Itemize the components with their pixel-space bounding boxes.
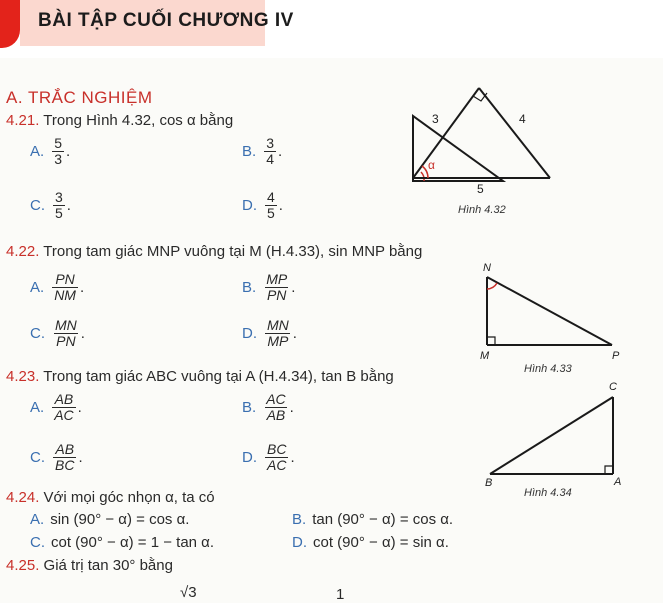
fraction: $\frac{PN}{NM}$ <box>54 271 76 303</box>
question-number: 4.22. <box>6 243 40 260</box>
option-4-23-b[interactable]: B. $\frac{AC}{AB}$ . <box>242 391 294 423</box>
question-number: 4.25. <box>6 557 40 574</box>
fraction: $\frac{MN}{MP}$ <box>267 317 289 349</box>
fraction: $\frac{5}{3}$ <box>54 135 62 167</box>
option-label: A. <box>30 143 45 160</box>
question-number: 4.21. <box>6 112 40 129</box>
vertex-label-m: M <box>480 350 490 362</box>
fraction: $\frac{3}{5}$ <box>55 189 63 221</box>
option-label: D. <box>242 197 257 214</box>
vertex-label-p: P <box>612 350 620 362</box>
option-label: B. <box>242 279 257 296</box>
option-4-22-d[interactable]: D. $\frac{MN}{MP}$ . <box>242 317 297 349</box>
question-text: Trong Hình 4.32, cos α bằng <box>43 112 234 129</box>
option-label: D. <box>242 449 257 466</box>
side-label-4: 4 <box>519 112 526 126</box>
option-4-24-c[interactable] <box>30 534 214 551</box>
vertex-label-c: C <box>609 381 617 393</box>
fraction: $\frac{AB}{AC}$ <box>54 391 74 423</box>
vertex-label-b: B <box>485 477 493 489</box>
option-4-22-a[interactable]: A. $\frac{PN}{NM}$ . <box>30 271 85 303</box>
fraction: $\frac{MP}{PN}$ <box>266 271 288 303</box>
option-label: B. <box>242 143 257 160</box>
question-text: Giá trị tan 30° bằng <box>43 557 173 574</box>
side-label-5: 5 <box>477 182 484 196</box>
fraction: $\frac{AB}{BC}$ <box>55 441 75 473</box>
option-label: C. <box>30 449 45 466</box>
option-4-21-c[interactable]: C. $\frac{3}{5}$ . <box>30 189 71 221</box>
option-4-24-d[interactable] <box>292 534 449 551</box>
side-label-3: 3 <box>432 112 439 126</box>
option-label: A. <box>30 279 45 296</box>
fraction: $\frac{4}{5}$ <box>267 189 275 221</box>
option-label: A. <box>30 511 45 528</box>
option-4-23-d[interactable]: D. $\frac{BC}{AC}$ . <box>242 441 295 473</box>
option-4-21-d[interactable]: D. $\frac{4}{5}$ . <box>242 189 283 221</box>
option-text: cot (90° − α) = 1 − tan α. <box>51 534 215 551</box>
option-label: D. <box>242 325 257 342</box>
option-4-25-c-partial[interactable]: 1 <box>336 586 345 603</box>
option-4-24-b[interactable] <box>292 511 453 528</box>
option-label: C. <box>30 197 45 214</box>
question-text: Trong tam giác ABC vuông tại A (H.4.34), tan B bằng <box>43 368 394 385</box>
option-label: C. <box>30 534 45 551</box>
question-number: 4.23. <box>6 368 40 385</box>
option-4-22-c[interactable]: C. $\frac{MN}{PN}$ . <box>30 317 85 349</box>
option-4-25-b-partial[interactable]: √3 <box>180 584 197 601</box>
fraction: $\frac{3}{4}$ <box>266 135 274 167</box>
angle-alpha-label: α <box>428 158 435 172</box>
option-text: tan (90° − α) = cos α. <box>312 511 454 528</box>
fraction: $\frac{BC}{AC}$ <box>267 441 287 473</box>
option-text: cot (90° − α) = sin α. <box>313 534 449 551</box>
option-4-21-b[interactable]: B. $\frac{3}{4}$ . <box>242 135 283 167</box>
option-4-22-b[interactable]: B. $\frac{MP}{PN}$ . <box>242 271 296 303</box>
vertex-label-n: N <box>483 262 491 274</box>
figure-caption-4-34: Hình 4.34 <box>524 487 572 499</box>
option-label: B. <box>242 399 257 416</box>
fraction: $\frac{AC}{AB}$ <box>266 391 286 423</box>
option-text: sin (90° − α) = cos α. <box>50 511 190 528</box>
vertex-label-a: A <box>614 476 622 488</box>
question-text: Với mọi góc nhọn α, ta có <box>43 489 215 506</box>
option-label: B. <box>292 511 307 528</box>
option-label: A. <box>30 399 45 416</box>
figure-caption-4-32: Hình 4.32 <box>458 204 506 216</box>
option-4-23-c[interactable]: C. $\frac{AB}{BC}$ . <box>30 441 83 473</box>
fraction: $\frac{MN}{PN}$ <box>55 317 77 349</box>
section-heading: A. TRẮC NGHIỆM <box>6 88 153 107</box>
question-4-24 <box>6 489 215 506</box>
option-4-24-a[interactable] <box>30 511 189 528</box>
chapter-title: BÀI TẬP CUỐI CHƯƠNG IV <box>38 10 294 31</box>
option-label: C. <box>30 325 45 342</box>
question-number: 4.24. <box>6 489 40 506</box>
question-text: Trong tam giác MNP vuông tại M (H.4.33), sin MNP bằng <box>43 243 423 260</box>
option-4-23-a[interactable]: A. $\frac{AB}{AC}$ . <box>30 391 82 423</box>
question-4-25 <box>6 557 173 574</box>
option-label: D. <box>292 534 307 551</box>
option-4-21-a[interactable]: A. $\frac{5}{3}$ . <box>30 135 71 167</box>
figure-caption-4-33: Hình 4.33 <box>524 363 572 375</box>
